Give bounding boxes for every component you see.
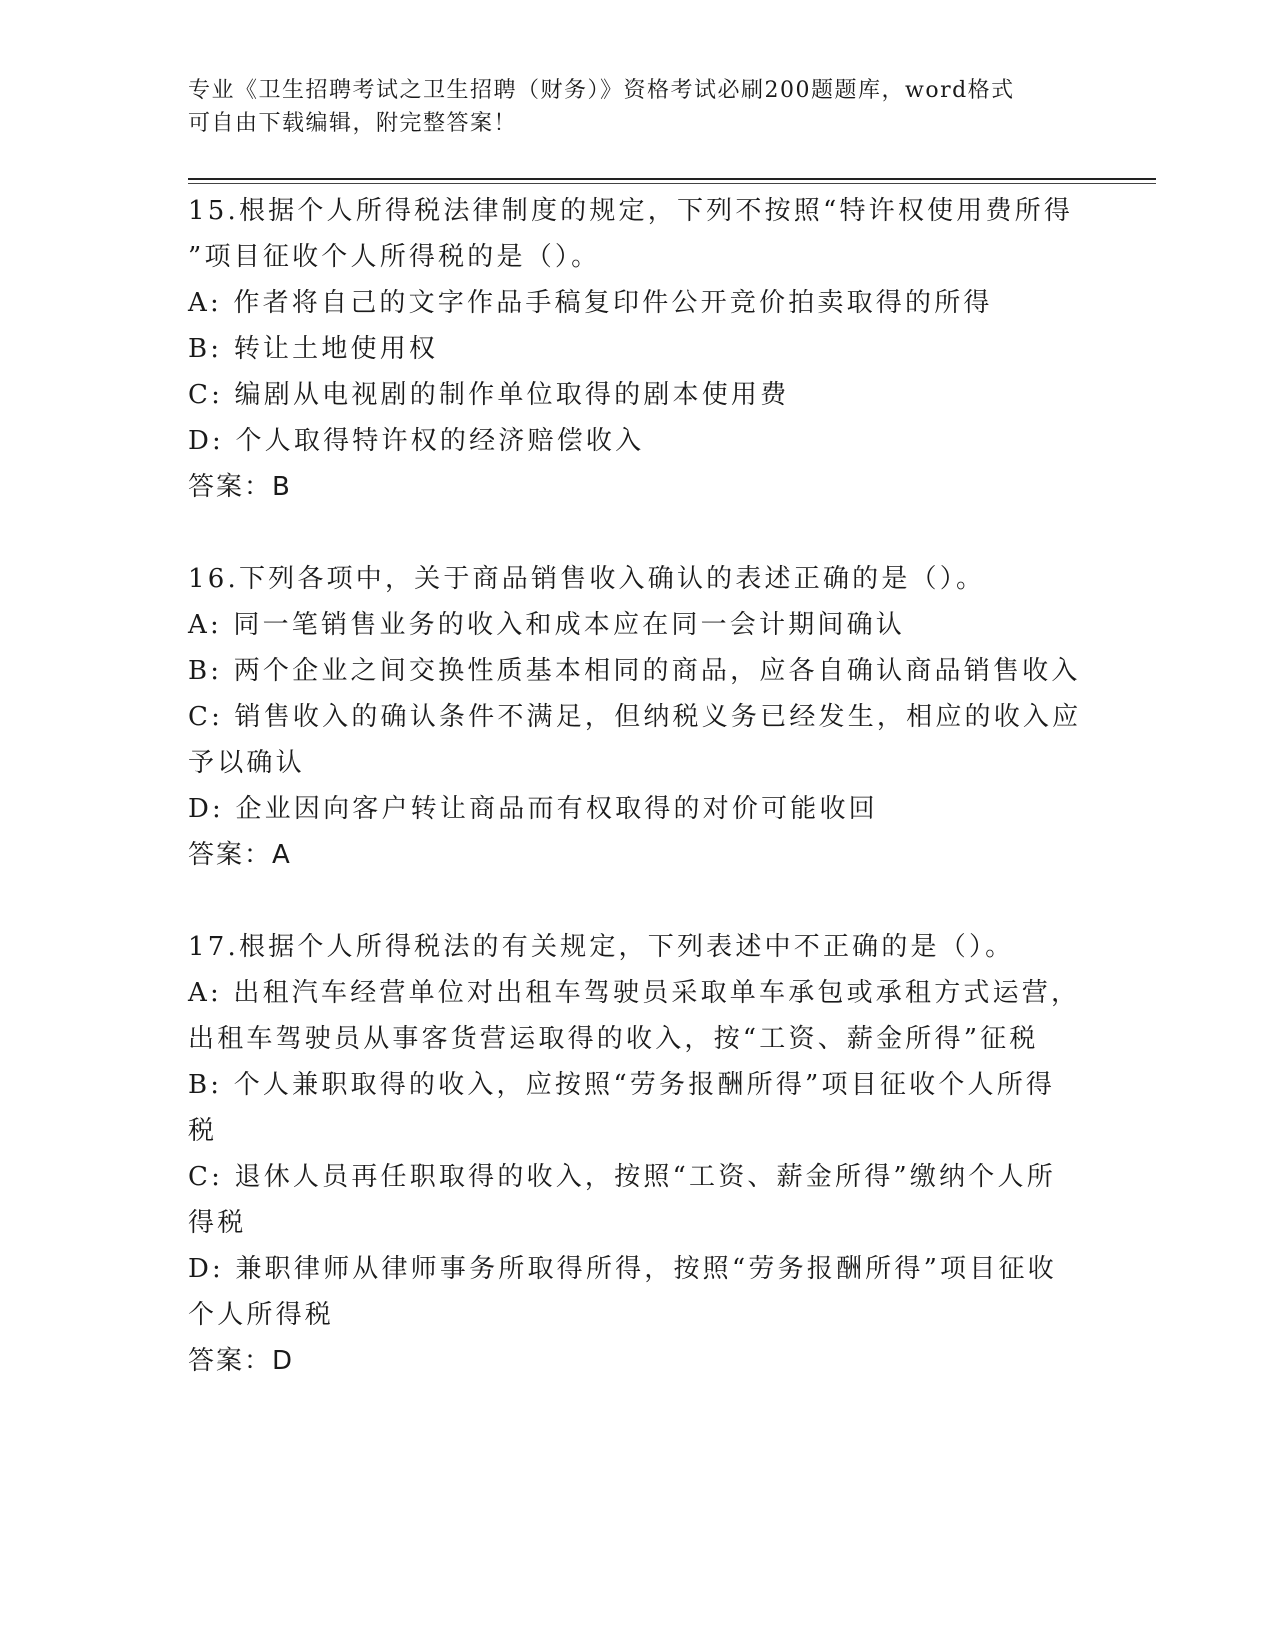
question-17 [188, 924, 1088, 1384]
question-list [188, 188, 1088, 1384]
answer-key: 答案：B [188, 472, 292, 502]
option-c-line: 予以确认 [188, 748, 305, 778]
option-a: A: 同一笔销售业务的收入和成本应在同一会计期间确认 [188, 610, 906, 640]
option-c-line: C: 销售收入的确认条件不满足，但纳税义务已经发生，相应的收入应 [188, 702, 1082, 732]
option-d-line: 个人所得税 [188, 1300, 335, 1330]
option-c: C: 编剧从电视剧的制作单位取得的剧本使用费 [188, 380, 790, 410]
option-b: B: 转让土地使用权 [188, 334, 439, 364]
question-15 [188, 188, 1088, 510]
option-d: D: 企业因向客户转让商品而有权取得的对价可能收回 [188, 794, 878, 824]
question-stem-line: 16.下列各项中，关于商品销售收入确认的表述正确的是（）。 [188, 564, 986, 594]
option-c-line: C: 退休人员再任职取得的收入，按照“工资、薪金所得”缴纳个人所 [188, 1162, 1056, 1192]
question-stem-line: 15.根据个人所得税法律制度的规定，下列不按照“特许权使用费所得 [188, 196, 1074, 226]
option-a: A: 作者将自己的文字作品手稿复印件公开竞价拍卖取得的所得 [188, 288, 993, 318]
question-16 [188, 556, 1088, 878]
question-spacer [188, 510, 1088, 556]
header-rule-thick [188, 178, 1156, 180]
answer-key: 答案：D [188, 1346, 295, 1376]
option-b-line: B: 个人兼职取得的收入，应按照“劳务报酬所得”项目征收个人所得 [188, 1070, 1056, 1100]
header-rule-thin [188, 183, 1156, 184]
question-stem-line: ”项目征收个人所得税的是（）。 [188, 242, 601, 272]
option-b-line: 税 [188, 1116, 218, 1146]
answer-key: 答案：A [188, 840, 292, 870]
option-d-line: D: 兼职律师从律师事务所取得所得，按照“劳务报酬所得”项目征收 [188, 1254, 1057, 1284]
header-line-1: 专业《卫生招聘考试之卫生招聘（财务）》资格考试必刷200题题库，word格式 [188, 78, 1015, 103]
option-c-line: 得税 [188, 1208, 247, 1238]
question-spacer [188, 878, 1088, 924]
header-line-2: 可自由下载编辑，附完整答案！ [188, 111, 518, 136]
option-a-line: 出租车驾驶员从事客货营运取得的收入，按“工资、薪金所得”征税 [188, 1024, 1039, 1054]
option-d: D: 个人取得特许权的经济赔偿收入 [188, 426, 645, 456]
option-a-line: A: 出租汽车经营单位对出租车驾驶员采取单车承包或承租方式运营， [188, 978, 1081, 1008]
question-stem-line: 17.根据个人所得税法的有关规定，下列表述中不正确的是（）。 [188, 932, 1015, 962]
document-header [188, 74, 1088, 140]
option-b: B: 两个企业之间交换性质基本相同的商品，应各自确认商品销售收入 [188, 656, 1081, 686]
